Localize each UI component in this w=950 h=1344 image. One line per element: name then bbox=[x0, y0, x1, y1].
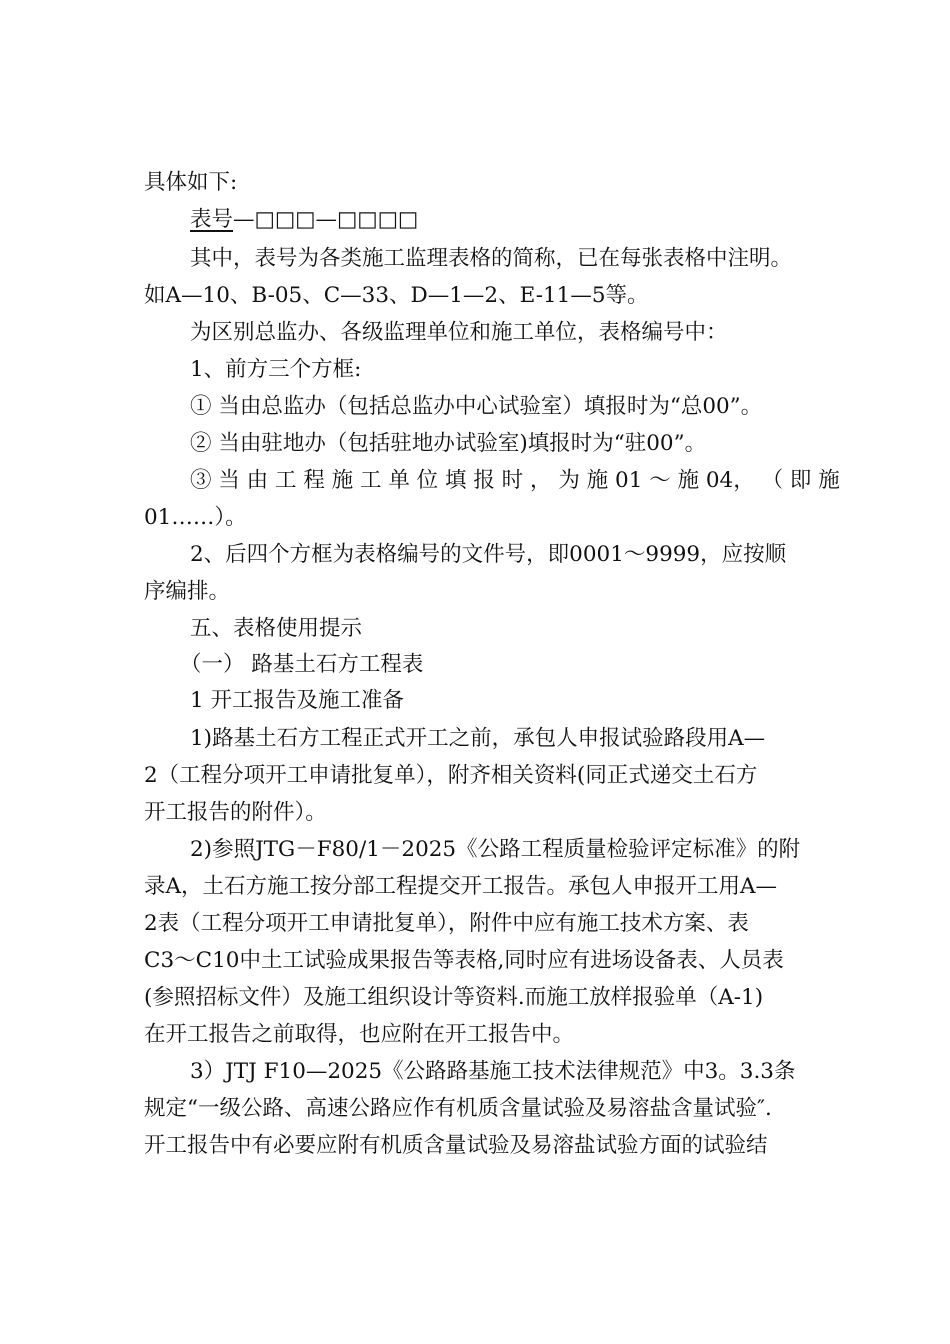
item-1-line-1: 1)路基土石方工程正式开工之前，承包人申报试验路段用A— bbox=[190, 726, 766, 751]
paragraph-1-line-2: 如A—10、B-05、C—33、D—1—2、E-11—5等。 bbox=[144, 283, 649, 308]
paragraph-7-line-2: 序编排。 bbox=[144, 579, 231, 604]
item-2-line-1: 2)参照JTG－F80/1－2025《公路工程质量检验评定标准》的附 bbox=[190, 837, 801, 862]
paragraph-7-line-1: 2、后四个方框为表格编号的文件号，即0001～9999，应按顺 bbox=[190, 542, 787, 567]
table-number-label: 表号 bbox=[190, 207, 234, 232]
paragraph-5-line-1: ② 当由驻地办（包括驻地办试验室)填报时为“驻00”。 bbox=[190, 431, 707, 456]
table-number-code: —□□□—□□□□ bbox=[233, 207, 419, 232]
section-heading-5: 五、表格使用提示 bbox=[190, 616, 363, 641]
paragraph-3-line-1: 1、前方三个方框: bbox=[190, 357, 362, 382]
subheading-1: 1 开工报告及施工准备 bbox=[190, 688, 405, 713]
paragraph-6-line-2: 01……）。 bbox=[144, 505, 247, 530]
item-1-line-3: 开工报告的附件）。 bbox=[144, 800, 327, 825]
paragraph-4-line-1: ① 当由总监办（包括总监办中心试验室）填报时为“总00”。 bbox=[190, 394, 763, 419]
item-2-line-4: C3～C10中土工试验成果报告等表格,同时应有进场设备表、人员表 bbox=[144, 948, 784, 973]
item-2-line-3: 2表（工程分项开工申请批复单），附件中应有施工技术方案、表 bbox=[144, 911, 749, 936]
item-3-line-2: 规定“一级公路、高速公路应作有机质含量试验及易溶盐含量试验″. bbox=[144, 1096, 772, 1121]
item-3-line-1: 3）JTJ F10—2025《公路路基施工技术法律规范》中3。3.3条 bbox=[190, 1059, 796, 1084]
item-1-line-2: 2（工程分项开工申请批复单），附齐相关资料(同正式递交土石方 bbox=[144, 763, 758, 788]
paragraph-1-line-1: 其中，表号为各类施工监理表格的简称，已在每张表格中注明。 bbox=[190, 246, 793, 271]
format-line bbox=[190, 205, 814, 235]
paragraph-2-line-1: 为区别总监办、各级监理单位和施工单位，表格编号中： bbox=[190, 320, 728, 345]
item-3-line-3: 开工报告中有必要应附有机质含量试验及易溶盐试验方面的试验结 bbox=[144, 1133, 768, 1158]
item-2-line-5: (参照招标文件）及施工组织设计等资料.而施工放样报验单（A-1) bbox=[144, 985, 764, 1010]
item-2-line-6: 在开工报告之前取得，也应附在开工报告中。 bbox=[144, 1022, 575, 1047]
subsection-heading-1: （一） 路基土石方工程表 bbox=[180, 652, 424, 677]
paragraph-6-line-1: ③ 当 由 工 程 施 工 单 位 填 报 时 ， 为 施 01 ～ 施 04， （ 即 施 bbox=[190, 468, 840, 493]
intro-line: 具体如下: bbox=[144, 170, 238, 195]
item-2-line-2: 录A，土石方施工按分部工程提交开工报告。承包人申报开工用A— bbox=[144, 874, 778, 899]
